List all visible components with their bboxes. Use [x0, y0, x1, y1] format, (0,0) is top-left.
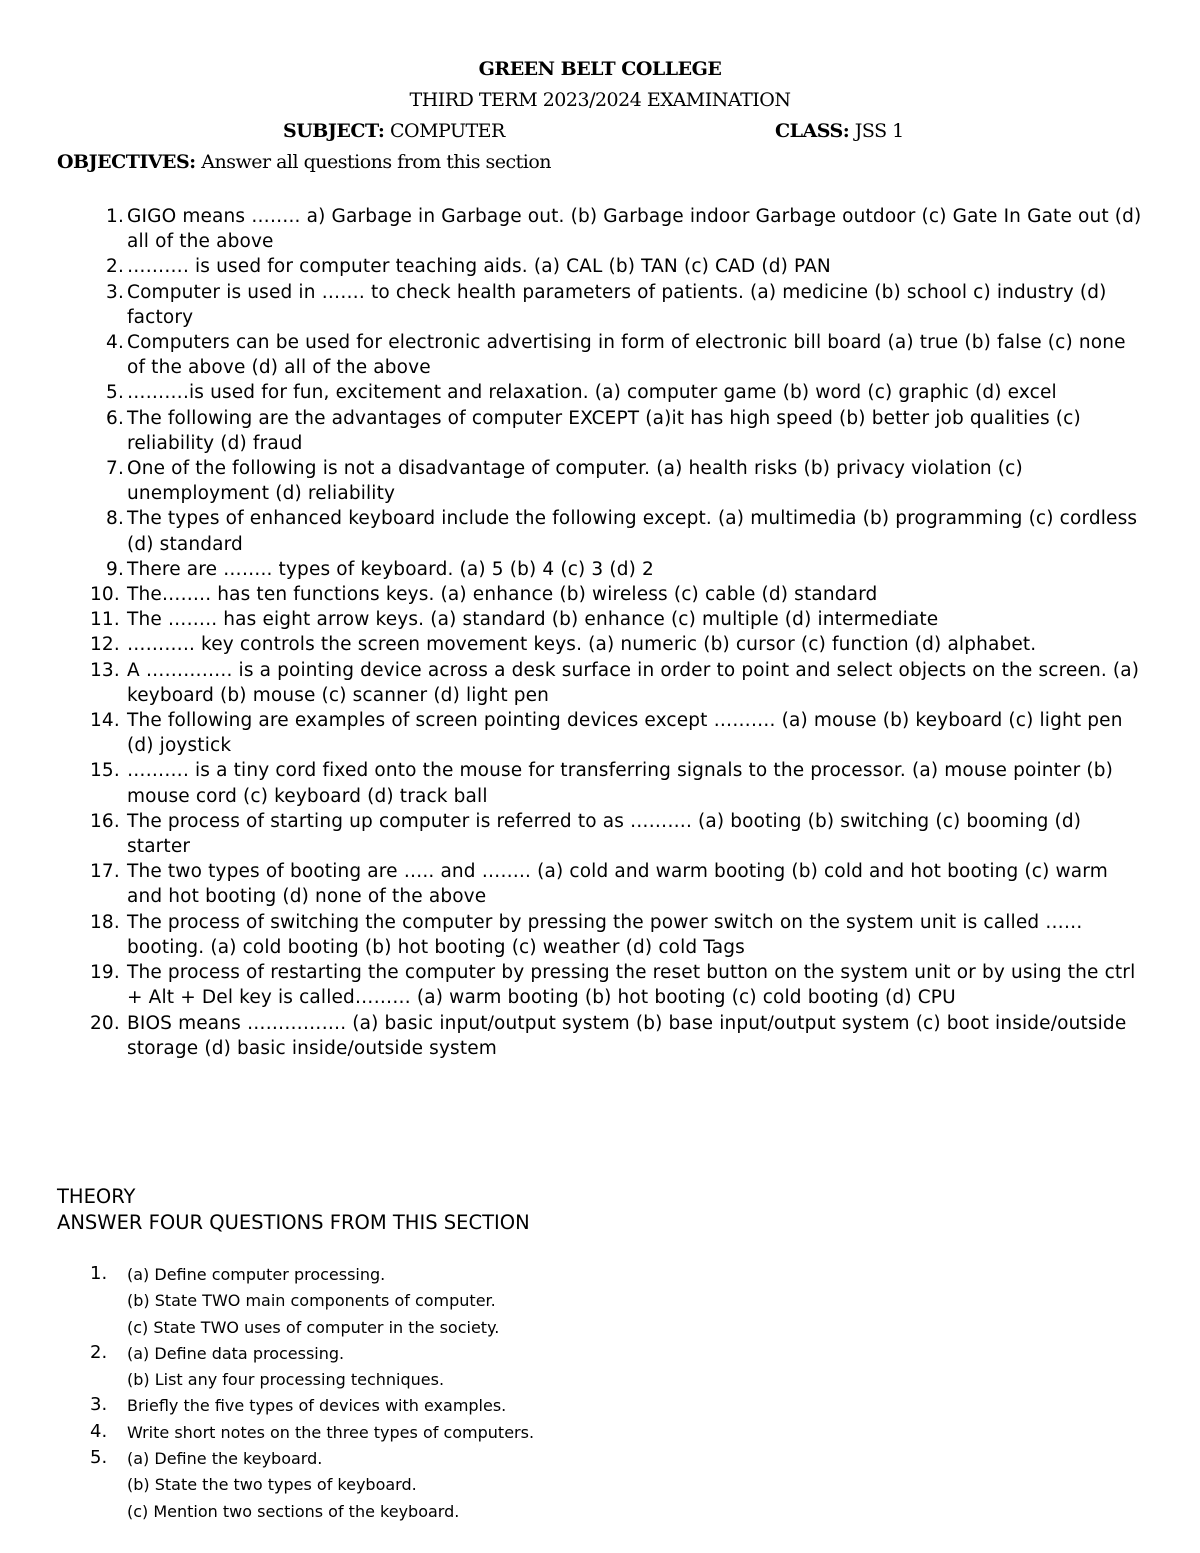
- exam-title: THIRD TERM 2023/2024 EXAMINATION: [409, 89, 791, 111]
- objective-question: [0, 330, 1145, 380]
- question-text: The two types of booting are ….. and …….. (a) cold and warm booting (b) cold and hot booting (c) warm and hot booting (d) none of the above: [127, 861, 1108, 908]
- question-part: (a) Define the keyboard.: [127, 1449, 323, 1469]
- subject-line: [283, 120, 505, 142]
- question-number: 19.: [90, 962, 120, 984]
- objective-question: [0, 859, 1145, 909]
- question-number: 2.: [90, 1341, 108, 1363]
- question-number: 9.: [106, 558, 124, 580]
- question-number: 5.: [106, 382, 124, 404]
- class-label: CLASS:: [775, 120, 850, 142]
- question-text: ……….is used for fun, excitement and relaxation. (a) computer game (b) word (c) graphic (d) excel: [127, 382, 1057, 404]
- question-text: A ………….. is a pointing device across a desk surface in order to point and select objects on the screen. (a) keyboard (b) mouse (c) scanner (d) light pen: [127, 659, 1140, 706]
- theory-question: [0, 1393, 900, 1419]
- question-text: The following are the advantages of computer EXCEPT (a)it has high speed (b) better job qualities (c) reliability (d) fraud: [127, 407, 1081, 454]
- question-number: 7.: [106, 458, 124, 480]
- question-part: (b) List any four processing techniques.: [127, 1370, 445, 1390]
- question-part: (a) Define computer processing.: [127, 1265, 386, 1284]
- subject-label: SUBJECT:: [283, 120, 385, 142]
- objective-question: [0, 960, 1145, 1010]
- objective-question: [0, 204, 1145, 254]
- objective-question: [0, 557, 1145, 582]
- theory-questions: [0, 1262, 900, 1525]
- question-number: 2.: [106, 256, 124, 278]
- school-name: GREEN BELT COLLEGE: [478, 58, 722, 80]
- objective-question: [0, 658, 1145, 708]
- question-number: 16.: [90, 810, 120, 832]
- theory-question: [0, 1446, 900, 1525]
- question-text: The…….. has ten functions keys. (a) enhance (b) wireless (c) cable (d) standard: [127, 584, 878, 606]
- objective-question: [0, 280, 1145, 330]
- question-number: 15.: [90, 760, 120, 782]
- objective-question: [0, 582, 1145, 607]
- question-text: Computers can be used for electronic advertising in form of electronic bill board (a) true (b) false (c) none of the above (d) all of the above: [127, 332, 1126, 379]
- class-value: JSS 1: [849, 120, 904, 142]
- question-text: The process of switching the computer by pressing the power switch on the system unit is called …… booting. (a) cold booting (b) hot booting (c) weather (d) cold Tags: [127, 911, 1083, 958]
- question-number: 1.: [106, 206, 124, 227]
- question-text: One of the following is not a disadvantage of computer. (a) health risks (b) privacy violation (c) unemployment (d) reliability: [127, 458, 1023, 505]
- objective-question: [0, 1011, 1145, 1061]
- question-number: 3.: [106, 281, 124, 303]
- objective-question: [0, 406, 1145, 456]
- question-part: (c) Mention two sections of the keyboard.: [127, 1501, 460, 1521]
- theory-question: [0, 1341, 900, 1394]
- question-number: 13.: [90, 659, 120, 681]
- theory-question: [0, 1420, 900, 1446]
- question-number: 11.: [90, 609, 120, 631]
- objective-question: [0, 506, 1145, 556]
- class-line: [775, 120, 904, 142]
- question-text: ………. is a tiny cord fixed onto the mouse for transferring signals to the processor. (a) mouse pointer (b) mouse cord (c) keyboard (d) track ball: [127, 760, 1113, 807]
- objectives-label: OBJECTIVES:: [57, 151, 196, 173]
- objective-question: [0, 254, 1145, 279]
- question-number: 3.: [90, 1394, 108, 1416]
- question-text: The process of restarting the computer by pressing the reset button on the system unit or by using the ctrl + Alt + Del key is called……… (a) warm booting (b) hot booting (c) cold booting (d) CPU: [127, 962, 1136, 1009]
- theory-instruction: ANSWER FOUR QUESTIONS FROM THIS SECTION: [57, 1211, 530, 1234]
- question-number: 10.: [90, 584, 120, 606]
- question-number: 6.: [106, 407, 124, 429]
- theory-heading: [57, 1184, 530, 1236]
- objective-question: [0, 632, 1145, 657]
- question-number: 20.: [90, 1012, 120, 1034]
- question-part: (b) State TWO main components of computer.: [127, 1291, 496, 1311]
- question-number: 1.: [90, 1263, 108, 1284]
- objective-question: [0, 380, 1145, 405]
- question-part: (b) State the two types of keyboard.: [127, 1475, 417, 1495]
- question-text: GIGO means …….. a) Garbage in Garbage out. (b) Garbage indoor Garbage outdoor (c) Gate In Gate out (d) all of the above: [127, 206, 1142, 253]
- objectives-heading: [57, 151, 551, 173]
- question-number: 17.: [90, 861, 120, 883]
- objective-question: [0, 607, 1145, 632]
- question-text: The following are examples of screen pointing devices except ………. (a) mouse (b) keyboard (c) light pen (d) joystick: [127, 710, 1123, 757]
- question-text: BIOS means ……………. (a) basic input/output system (b) base input/output system (c) boot inside/outside storage (d) basic inside/outside system: [127, 1012, 1127, 1059]
- objective-question: [0, 910, 1145, 960]
- theory-question: [0, 1262, 900, 1341]
- question-number: 14.: [90, 710, 120, 732]
- question-part: (c) State TWO uses of computer in the society.: [127, 1317, 500, 1337]
- question-part: (a) Define data processing.: [127, 1343, 345, 1363]
- question-number: 4.: [90, 1420, 108, 1442]
- objectives-instruction: Answer all questions from this section: [195, 151, 552, 173]
- objective-questions: [0, 204, 1145, 1061]
- objective-question: [0, 809, 1145, 859]
- objective-question: [0, 708, 1145, 758]
- subject-value: COMPUTER: [384, 120, 505, 142]
- question-number: 12.: [90, 634, 120, 656]
- question-text: ……….. key controls the screen movement keys. (a) numeric (b) cursor (c) function (d) alphabet.: [127, 634, 1037, 656]
- question-text: The …….. has eight arrow keys. (a) standard (b) enhance (c) multiple (d) intermediate: [127, 609, 939, 631]
- question-text: ………. is used for computer teaching aids. (a) CAL (b) TAN (c) CAD (d) PAN: [127, 256, 831, 278]
- question-number: 4.: [106, 332, 124, 354]
- question-number: 5.: [90, 1447, 108, 1469]
- question-number: 18.: [90, 911, 120, 933]
- question-number: 8.: [106, 508, 124, 530]
- objective-question: [0, 758, 1145, 808]
- question-text: The process of starting up computer is referred to as ………. (a) booting (b) switching (c) booming (d) starter: [127, 810, 1082, 858]
- question-text: Computer is used in ……. to check health parameters of patients. (a) medicine (b) school c) industry (d) factory: [127, 281, 1107, 328]
- theory-title: THEORY: [57, 1185, 136, 1208]
- question-text: There are …….. types of keyboard. (a) 5 (b) 4 (c) 3 (d) 2: [127, 558, 654, 580]
- question-text: The types of enhanced keyboard include the following except. (a) multimedia (b) programming (c) cordless (d) standard: [127, 508, 1138, 555]
- objective-question: [0, 456, 1145, 506]
- question-part: Write short notes on the three types of computers.: [127, 1422, 535, 1442]
- question-part: Briefly the five types of devices with examples.: [127, 1396, 507, 1416]
